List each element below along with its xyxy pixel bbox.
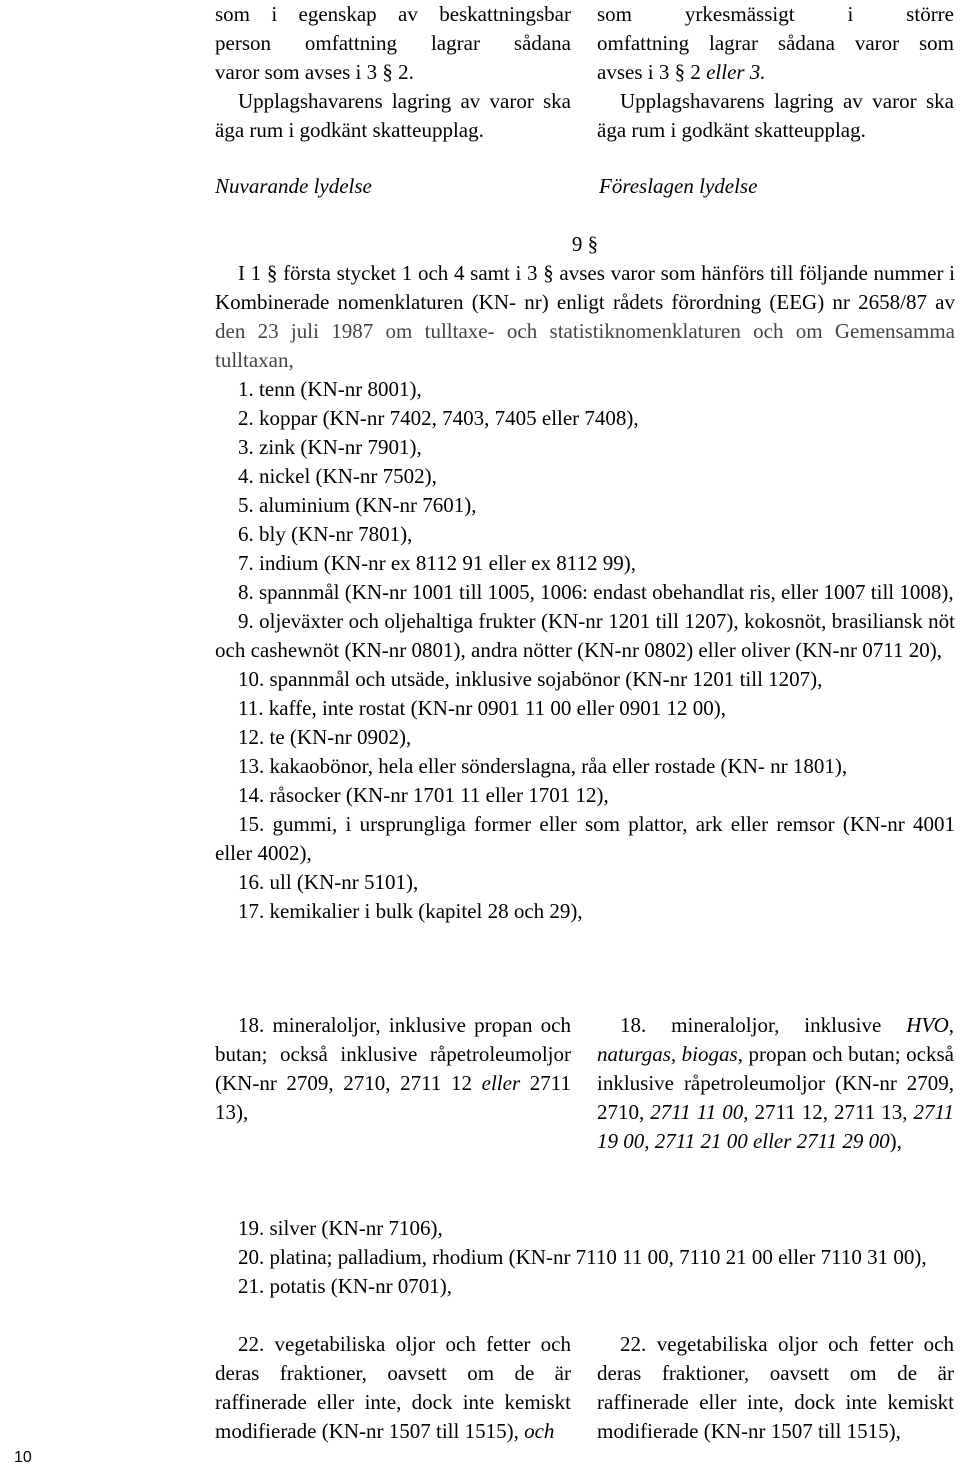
item-18-current: 18. mineraloljor, inklusive propan och butan; också inklusive råpetroleumoljor (KN-nr 2709, 2710, 2711 12 eller 2711 13), — [215, 1013, 571, 1124]
list-item-2: 2. koppar (KN-nr 7402, 7403, 7405 eller 7408), — [238, 406, 639, 430]
list-item-1: 1. tenn (KN-nr 8001), — [238, 377, 422, 401]
intro-paragraph: I 1 § första stycket 1 och 4 samt i 3 § avses varor som hänförs till följande nummer i Kombinerade nomenklaturen (KN- nr) enligt rådets förordning (EEG) nr 2658/87 av den 23 juli 1987 om tulltaxe- och statistiknomenklaturen och om Gemensamma tulltaxan, — [215, 261, 955, 372]
top-right-column — [597, 0, 954, 145]
list-item-9: 9. oljeväxter och oljehaltiga frukter (KN-nr 1201 till 1207), kokosnöt, brasiliansk nöt och cashewnöt (KN-nr 0801), andra nötter (KN-nr 0802) eller oliver (KN-nr 0711 20), — [215, 609, 955, 662]
top-right-line-2: omfattning lagrar sådana varor som — [597, 31, 954, 55]
list-item-11: 11. kaffe, inte rostat (KN-nr 0901 11 00 eller 0901 12 00), — [238, 696, 726, 720]
list-item-5: 5. aluminium (KN-nr 7601), — [238, 493, 477, 517]
top-right-line-1: som yrkesmässigt i större — [597, 2, 954, 26]
heading-proposed-wording: Föreslagen lydelse — [599, 174, 758, 198]
item-list-19-21 — [215, 1214, 955, 1301]
list-item-3: 3. zink (KN-nr 7901), — [238, 435, 422, 459]
list-item-10: 10. spannmål och utsäde, inklusive sojabönor (KN-nr 1201 till 1207), — [238, 667, 823, 691]
top-left-line-3: varor som avses i 3 § 2. — [215, 60, 414, 84]
item-list-1-17 — [215, 375, 955, 926]
list-item-7: 7. indium (KN-nr ex 8112 91 eller ex 8112 99), — [238, 551, 636, 575]
page-number: 10 — [14, 1449, 32, 1466]
list-item-13: 13. kakaobönor, hela eller sönderslagna, råa eller rostade (KN- nr 1801), — [238, 754, 848, 778]
list-item-21: 21. potatis (KN-nr 0701), — [238, 1274, 453, 1298]
top-left-line-2: person omfattning lagrar sådana — [215, 31, 571, 55]
top-left-column — [215, 0, 571, 145]
list-item-8: 8. spannmål (KN-nr 1001 till 1005, 1006: endast obehandlat ris, eller 1007 till 1008), — [238, 580, 954, 604]
list-item-16: 16. ull (KN-nr 5101), — [238, 870, 419, 894]
item-22-proposed: 22. vegetabiliska oljor och fetter och deras fraktioner, oavsett om de är raffinerade eller inte, dock inte kemiskt modifierade (KN-nr 1507 till 1515), — [597, 1332, 954, 1443]
list-item-20: 20. platina; palladium, rhodium (KN-nr 7110 11 00, 7110 21 00 eller 7110 31 00), — [238, 1245, 927, 1269]
top-left-paragraph: Upplagshavarens lagring av varor ska äga rum i godkänt skatteupplag. — [215, 89, 571, 142]
top-right-paragraph: Upplagshavarens lagring av varor ska äga rum i godkänt skatteupplag. — [597, 89, 954, 142]
list-item-12: 12. te (KN-nr 0902), — [238, 725, 412, 749]
list-item-4: 4. nickel (KN-nr 7502), — [238, 464, 437, 488]
top-right-line-3: avses i 3 § 2 eller 3. — [597, 60, 766, 84]
section-number: 9 § — [571, 232, 599, 256]
list-item-14: 14. råsocker (KN-nr 1701 11 eller 1701 12), — [238, 783, 609, 807]
list-item-6: 6. bly (KN-nr 7801), — [238, 522, 413, 546]
top-left-line-1: som i egenskap av beskattningsbar — [215, 2, 571, 26]
list-item-19: 19. silver (KN-nr 7106), — [238, 1216, 443, 1240]
heading-current-wording: Nuvarande lydelse — [215, 174, 372, 198]
list-item-15: 15. gummi, i ursprungliga former eller som plattor, ark eller remsor (KN-nr 4001 eller 4002), — [215, 812, 955, 865]
list-item-17: 17. kemikalier i bulk (kapitel 28 och 29), — [238, 899, 583, 923]
item-22-current: 22. vegetabiliska oljor och fetter och deras fraktioner, oavsett om de är raffinerade eller inte, dock inte kemiskt modifierade (KN-nr 1507 till 1515), och — [215, 1332, 571, 1443]
item-18-proposed: 18. mineraloljor, inklusive HVO, naturgas, biogas, propan och butan; också inklusive råpetroleumoljor (KN-nr 2709, 2710, 2711 11 00, 2711 12, 2711 13, 2711 19 00, 2711 21 00 eller 2711 29 00), — [597, 1013, 954, 1153]
